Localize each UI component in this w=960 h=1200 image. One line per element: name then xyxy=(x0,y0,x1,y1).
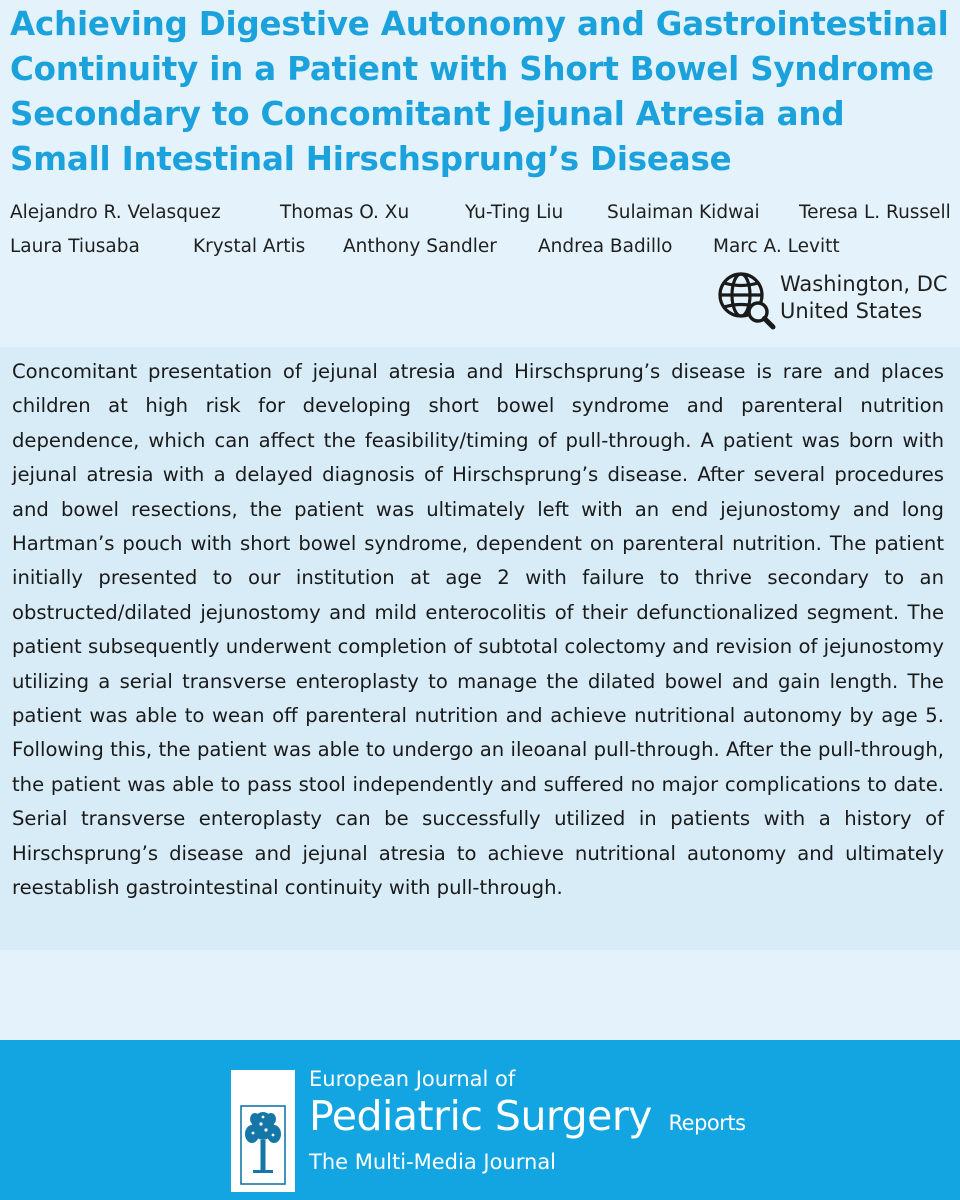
journal-footer xyxy=(0,1040,960,1200)
journal-name: Pediatric Surgery xyxy=(309,1092,652,1140)
location-block xyxy=(716,270,960,330)
author-name: Laura Tiusaba xyxy=(10,236,140,257)
author-name: Anthony Sandler xyxy=(343,236,497,257)
globe-search-icon xyxy=(716,270,776,330)
journal-tagline: The Multi-Media Journal xyxy=(309,1150,557,1174)
author-row-2 xyxy=(10,230,960,264)
author-name: Teresa L. Russell xyxy=(799,202,951,223)
abstract-text: Concomitant presentation of jejunal atresia and Hirschsprung’s disease is rare and places children at high risk for developing short bowel syndrome and parenteral nutrition dependence, which can affect the feasibility/timing of pull-through. A patient was born with jejunal atresia with a delayed diagnosis of Hirschsprung’s disease. After several procedures and bowel resections, the patient was ultimately left with an end jejunostomy and long Hartman’s pouch with short bowel syndrome, dependent on parenteral nutrition. The patient initially presented to our institution at age 2 with failure to thrive secondary to an obstructed/dilated jejunostomy and mild enterocolitis of their defunctionalized segment. The patient subsequently underwent completion of subtotal colectomy and revision of jejunostomy utilizing a serial transverse enteroplasty to manage the dilated bowel and gain length. The patient was able to wean off parenteral nutrition and achieve nutritional autonomy by age 5. Following this, the patient was able to undergo an ileoanal pull-through. After the pull-through, the patient was able to pass stool independently and suffered no major complications to date. Serial transverse enteroplasty can be successfully utilized in patients with a history of Hirschsprung’s disease and jejunal atresia to achieve nutritional autonomy and ultimately reestablish gastrointestinal continuity with pull-through. xyxy=(12,360,944,900)
author-name: Marc A. Levitt xyxy=(713,236,840,257)
journal-name-row xyxy=(309,1092,746,1147)
location-country: United States xyxy=(780,299,923,323)
location-city: Washington, DC xyxy=(780,272,948,296)
author-row-1 xyxy=(10,196,960,230)
author-name: Andrea Badillo xyxy=(538,236,673,257)
location-text xyxy=(780,271,948,325)
journal-suffix: Reports xyxy=(668,1111,746,1135)
tree-logo-icon xyxy=(231,1070,295,1192)
author-name: Krystal Artis xyxy=(193,236,306,257)
article-title: Achieving Digestive Autonomy and Gastrointestinal Continuity in a Patient with Short Bowel Syndrome Secondary to Concomitant Jejunal Atresia and Small Intestinal Hirschsprung’s Disease xyxy=(10,5,949,178)
author-name: Yu-Ting Liu xyxy=(465,202,564,223)
abstract-panel xyxy=(0,347,960,950)
journal-logo xyxy=(231,1070,295,1192)
journal-line1: European Journal of xyxy=(309,1067,516,1091)
author-name: Thomas O. Xu xyxy=(280,202,410,223)
author-name: Alejandro R. Velasquez xyxy=(10,202,221,223)
author-list xyxy=(10,196,960,264)
journal-title xyxy=(309,1066,746,1177)
author-name: Sulaiman Kidwai xyxy=(607,202,760,223)
